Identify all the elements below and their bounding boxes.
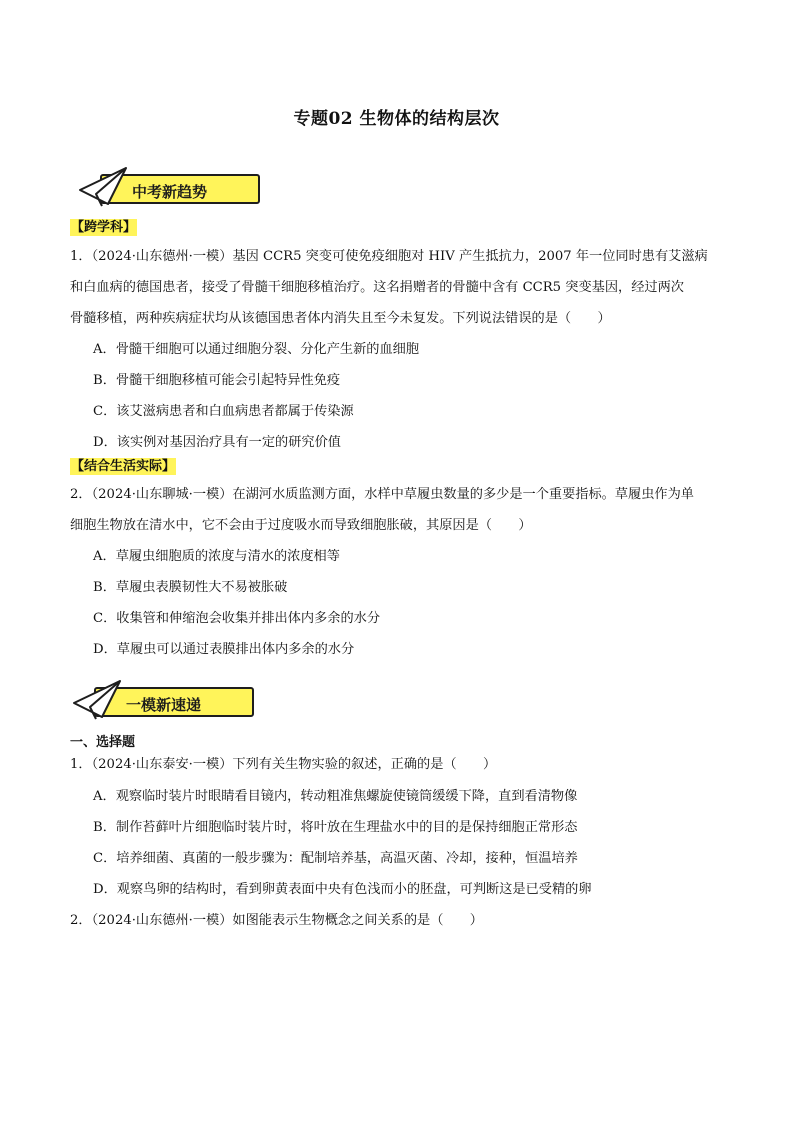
- question-2-option-b: B．草履虫表膜韧性大不易被胀破: [93, 580, 288, 595]
- mock-question-1-line-1: 1．（2024·山东泰安·一模）下列有关生物实验的叙述，正确的是（ ）: [70, 757, 497, 772]
- question-2-option-c: C．收集管和伸缩泡会收集并排出体内多余的水分: [93, 611, 381, 626]
- question-1-option-a: A．骨髓干细胞可以通过细胞分裂、分化产生新的血细胞: [93, 342, 420, 357]
- question-1-line-2: 和白血病的德国患者，接受了骨髓干细胞移植治疗。这名捐赠者的骨髓中含有 CCR5 突变基因，经过两次: [70, 280, 684, 295]
- tag-real-life: 【结合生活实际】: [71, 459, 176, 474]
- question-2-option-a: A．草履虫细胞质的浓度与清水的浓度相等: [93, 549, 340, 564]
- section-banner-trend: [78, 170, 268, 208]
- section-banner-mock-exam: [72, 683, 262, 721]
- mock-question-1-option-c: C．培养细菌、真菌的一般步骤为：配制培养基，高温灭菌、冷却，接种，恒温培养: [93, 851, 578, 866]
- paper-plane-icon: [78, 164, 130, 210]
- question-1-line-1: 1．（2024·山东德州·一模）基因 CCR5 突变可使免疫细胞对 HIV 产生抵抗力，2007 年一位同时患有艾滋病: [70, 249, 708, 264]
- question-1-option-d: D．该实例对基因治疗具有一定的研究价值: [93, 435, 341, 450]
- mock-question-2-line-1: 2．（2024·山东德州·一模）如图能表示生物概念之间关系的是（ ）: [70, 913, 483, 928]
- banner-label: 中考新趋势: [132, 183, 208, 201]
- paper-plane-icon: [72, 677, 124, 723]
- question-2-line-1: 2．（2024·山东聊城·一模）在湖河水质监测方面，水样中草履虫数量的多少是一个重要指标。草履虫作为单: [70, 487, 694, 502]
- question-1-option-c: C．该艾滋病患者和白血病患者都属于传染源: [93, 404, 354, 419]
- banner-label: 一模新速递: [126, 696, 202, 714]
- mock-question-1-option-b: B．制作苔藓叶片细胞临时装片时，将叶放在生理盐水中的目的是保持细胞正常形态: [93, 820, 578, 835]
- section-heading-choice: 一、选择题: [70, 735, 136, 750]
- question-2-option-d: D．草履虫可以通过表膜排出体内多余的水分: [93, 642, 355, 657]
- question-2-line-2: 细胞生物放在清水中，它不会由于过度吸水而导致细胞胀破，其原因是（ ）: [70, 518, 532, 533]
- question-1-line-3: 骨髓移植，两种疾病症状均从该德国患者体内消失且至今未复发。下列说法错误的是（ ）: [70, 311, 611, 326]
- question-1-option-b: B．骨髓干细胞移植可能会引起特异性免疫: [93, 373, 341, 388]
- mock-question-1-option-a: A．观察临时装片时眼睛看目镜内，转动粗准焦螺旋使镜筒缓缓下降，直到看清物像: [93, 789, 578, 804]
- page-title: 专题02 生物体的结构层次: [293, 109, 500, 129]
- tag-interdisciplinary: 【跨学科】: [71, 220, 137, 235]
- mock-question-1-option-d: D．观察鸟卵的结构时，看到卵黄表面中央有色浅而小的胚盘，可判断这是已受精的卵: [93, 882, 592, 897]
